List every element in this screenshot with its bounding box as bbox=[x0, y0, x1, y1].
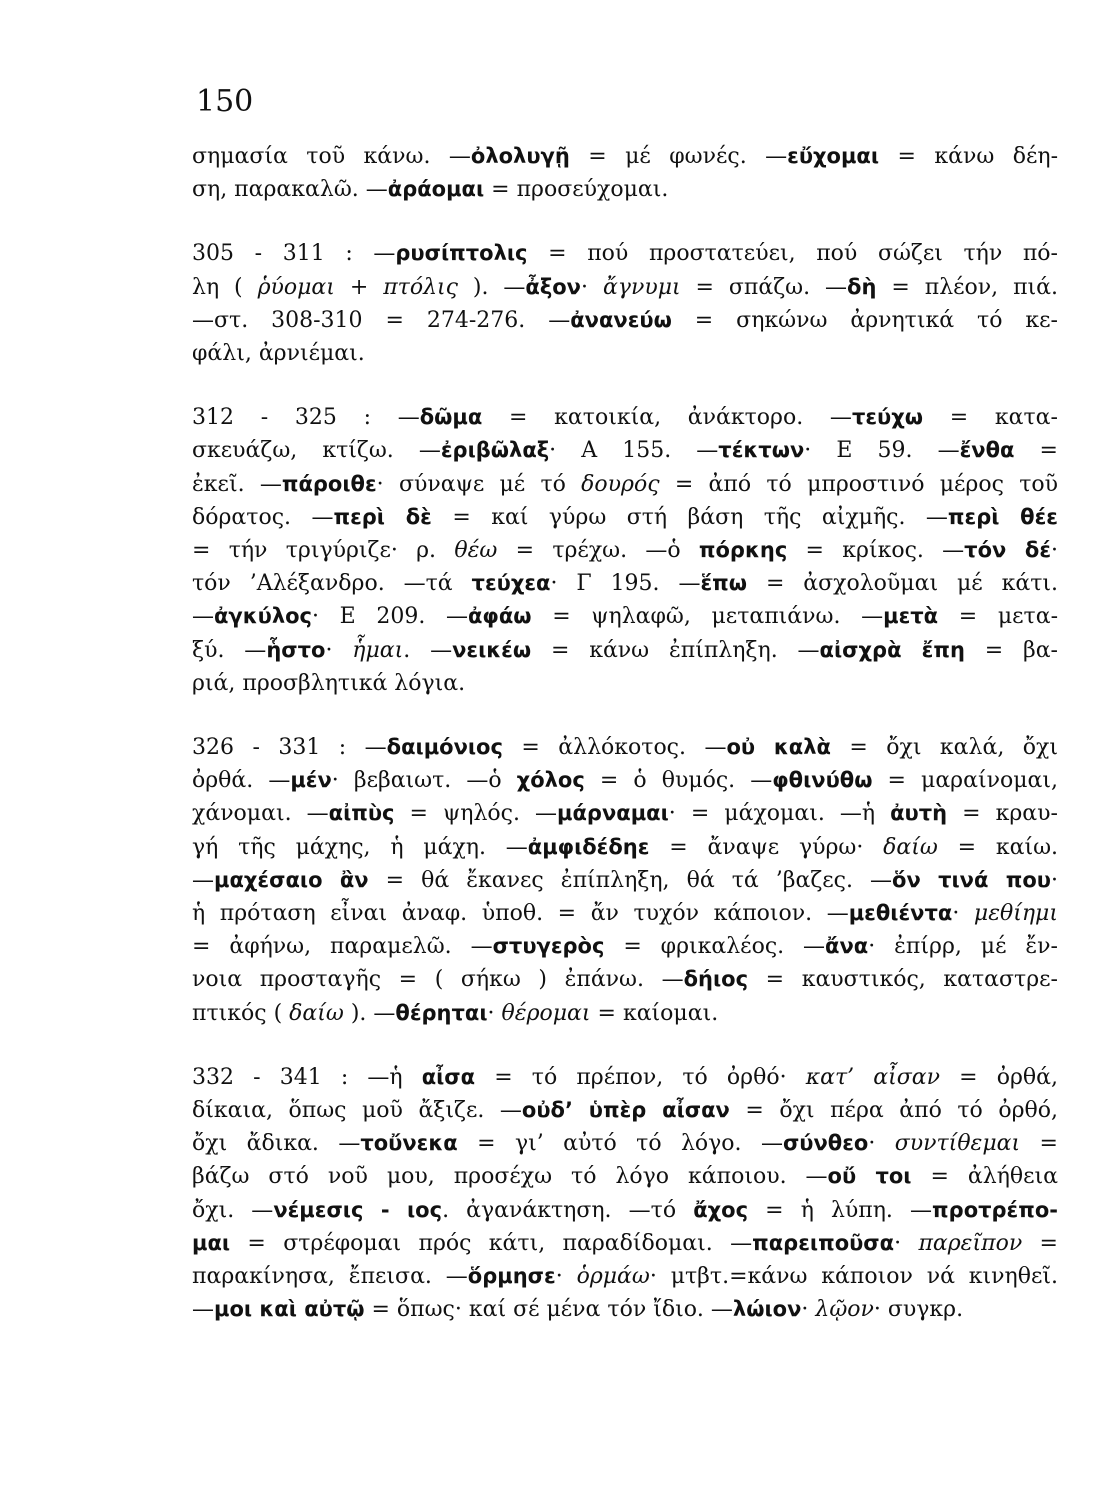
gloss-text: = ἄναψε γύρω· bbox=[649, 834, 884, 860]
gloss-text: = τό πρέπον, τό ὀρθό· bbox=[475, 1064, 806, 1090]
headword: δαιμόνιος bbox=[386, 735, 503, 760]
gloss-text: = bbox=[1014, 438, 1058, 464]
gloss-text: σημασία τοῦ κάνω. — bbox=[192, 144, 471, 169]
gloss-text: · bbox=[952, 901, 974, 927]
text-line bbox=[192, 1194, 1058, 1227]
gloss-text: = κατοικία, ἀνάκτορο. — bbox=[482, 405, 852, 431]
gloss-text: = ὁ θυμός. — bbox=[584, 768, 773, 794]
text-line bbox=[192, 634, 1058, 667]
headword: ἀνανεύω bbox=[570, 307, 672, 332]
gloss-text: φάλι, ἀρνιέμαι. bbox=[192, 341, 365, 367]
text-line bbox=[192, 831, 1058, 864]
headword: ἧστο bbox=[266, 637, 326, 662]
gloss-text: = ὄχι καλά, ὄχι bbox=[830, 735, 1058, 761]
headword: φθινύθω bbox=[772, 768, 873, 793]
text-line bbox=[192, 1227, 1058, 1260]
headword: δήιος bbox=[683, 967, 749, 992]
gloss-text: ὀρθά. — bbox=[192, 768, 291, 794]
gloss-text: χάνομαι. — bbox=[192, 801, 329, 827]
gloss-text: · bbox=[894, 1230, 919, 1256]
headword: δῶμα bbox=[419, 405, 483, 430]
gloss-text: = κατα- bbox=[923, 405, 1058, 431]
gloss-text: = μέ φωνές. — bbox=[569, 144, 788, 169]
gloss-text: = bbox=[1020, 1131, 1058, 1157]
headword: ἆξον bbox=[525, 274, 581, 299]
headword: σύνθεο bbox=[782, 1131, 869, 1156]
gloss-text: = βα- bbox=[964, 637, 1058, 663]
paragraph bbox=[192, 731, 1058, 1030]
headword: λώιον bbox=[732, 1297, 802, 1322]
gloss-text: ). — bbox=[457, 274, 526, 300]
italic-term: λῷον bbox=[815, 1297, 874, 1323]
text-line bbox=[192, 1094, 1058, 1127]
gloss-text: 312 - 325 : — bbox=[192, 405, 420, 431]
paragraph bbox=[192, 140, 1058, 206]
text-line bbox=[192, 1260, 1058, 1293]
headword: ἄχος bbox=[693, 1197, 749, 1222]
gloss-text: = ἀσχολοῦμαι μέ κάτι. bbox=[747, 571, 1058, 597]
text-line bbox=[192, 1160, 1058, 1193]
headword: δὴ bbox=[847, 274, 877, 299]
gloss-text: = ἀφήνω, παραμελῶ. — bbox=[192, 934, 493, 960]
paragraph bbox=[192, 1061, 1058, 1327]
italic-term: ἧμαι bbox=[352, 637, 404, 663]
gloss-text: = κρίκος. — bbox=[787, 538, 965, 564]
gloss-text: · Γ 195. — bbox=[550, 571, 701, 597]
text-line bbox=[192, 764, 1058, 797]
gloss-text: · = μάχομαι. —ἡ bbox=[668, 801, 891, 827]
gloss-text: 332 - 341 : —ἡ bbox=[192, 1064, 422, 1090]
gloss-text: 326 - 331 : — bbox=[192, 735, 387, 761]
gloss-text: · βεβαιωτ. —ὁ bbox=[331, 768, 517, 794]
gloss-text: ). — bbox=[343, 1000, 396, 1026]
text-line bbox=[192, 1293, 1058, 1326]
gloss-text: . ἀγανάκτηση. —τό bbox=[442, 1197, 694, 1223]
headword: στυγερὸς bbox=[492, 934, 605, 959]
gloss-text: = ὄχι πέρα ἀπό τό ὀρθό, bbox=[729, 1098, 1058, 1124]
gloss-text: παρακίνησα, ἔπεισα. — bbox=[192, 1264, 468, 1290]
headword: παρειποῦσα bbox=[752, 1230, 895, 1255]
headword: τεύχεα bbox=[471, 571, 551, 596]
gloss-text: · Α 155. — bbox=[549, 438, 719, 464]
gloss-text: = καί γύρω στή βάση τῆς αἰχμῆς. — bbox=[431, 504, 948, 530]
gloss-text: = τρέχω. —ὁ bbox=[497, 538, 699, 564]
text-line bbox=[192, 173, 1058, 206]
gloss-text: δίκαια, ὅπως μοῦ ἄξιζε. — bbox=[192, 1098, 522, 1124]
gloss-text: ἐκεῖ. — bbox=[192, 471, 282, 497]
italic-term: συντίθεμαι bbox=[894, 1131, 1021, 1157]
gloss-text: = στρέφομαι πρός κάτι, παραδίδομαι. — bbox=[230, 1230, 753, 1256]
gloss-text: · Ε 209. — bbox=[312, 604, 468, 630]
headword: ἕπω bbox=[700, 571, 748, 596]
headword: προτρέπο- bbox=[932, 1197, 1058, 1222]
gloss-text: = σηκώνω ἀρνητικά τό κε- bbox=[671, 307, 1058, 333]
page-number: 150 bbox=[196, 84, 254, 119]
gloss-text: · συγκρ. bbox=[873, 1297, 964, 1323]
gloss-text: = καυστικός, καταστρε- bbox=[748, 967, 1058, 993]
gloss-text: = προσεύχομαι. bbox=[484, 177, 669, 203]
gloss-text: = πού προστατεύει, πού σώζει τήν πό- bbox=[527, 241, 1058, 267]
gloss-text: · ἐπίρρ, μέ ἔν- bbox=[868, 934, 1058, 960]
headword: ὅρμησε bbox=[467, 1264, 556, 1289]
headword: οὐδ’ ὑπὲρ αἶσαν bbox=[521, 1098, 730, 1123]
headword: πόρκης bbox=[698, 538, 788, 563]
italic-term: θέω bbox=[454, 538, 498, 564]
gloss-text: = κάνω δέη- bbox=[879, 144, 1059, 169]
gloss-text: ση, παρακαλῶ. — bbox=[192, 177, 388, 203]
paragraph bbox=[192, 237, 1058, 370]
gloss-text: = ὅπως· καί σέ μένα τόν ἴδιο. — bbox=[364, 1297, 733, 1323]
headword: μάρναμαι bbox=[557, 801, 669, 826]
headword: μαχέσαιο ἂν bbox=[214, 867, 369, 892]
text-line bbox=[192, 897, 1058, 930]
text-line bbox=[192, 534, 1058, 567]
headword: τεύχω bbox=[851, 405, 924, 430]
headword: ἀφάω bbox=[468, 604, 532, 629]
headword: αἰσχρὰ ἔπη bbox=[819, 637, 965, 662]
headword: μοι καὶ αὐτῷ bbox=[214, 1297, 365, 1322]
gloss-text: ὄχι. — bbox=[192, 1197, 274, 1223]
gloss-text: = τήν τριγύριζε· ρ. bbox=[192, 538, 455, 564]
gloss-text: γή τῆς μάχης, ἡ μάχη. — bbox=[192, 834, 528, 860]
headword: χόλος bbox=[516, 768, 585, 793]
gloss-text: = καίομαι. bbox=[590, 1000, 719, 1026]
headword: περὶ δὲ bbox=[333, 504, 432, 529]
headword: ἀράομαι bbox=[387, 177, 485, 202]
text-line bbox=[192, 963, 1058, 996]
gloss-text: δόρατος. — bbox=[192, 504, 334, 530]
text-line bbox=[192, 731, 1058, 764]
gloss-text: · bbox=[581, 274, 603, 300]
text-line bbox=[192, 271, 1058, 304]
italic-term: παρεῖπον bbox=[918, 1230, 1023, 1256]
gloss-text: ἡ πρόταση εἶναι ἀναφ. ὑποθ. = ἄν τυχόν κάποιον. — bbox=[192, 901, 849, 927]
gloss-text: = πλέον, πιά. bbox=[876, 274, 1059, 300]
text-line bbox=[192, 501, 1058, 534]
headword: ἐριβῶλαξ bbox=[440, 438, 550, 463]
headword: περὶ θέε bbox=[947, 504, 1058, 529]
italic-term: δουρός bbox=[581, 471, 660, 497]
headword: ἔνθα bbox=[959, 438, 1015, 463]
gloss-text: = θά ἔκανες ἐπίπληξη, θά τά ’βαζες. — bbox=[368, 867, 893, 893]
gloss-text: τόν ’Αλέξανδρο. —τά bbox=[192, 571, 472, 597]
gloss-text: — bbox=[192, 1297, 214, 1323]
gloss-text: = ψηλός. — bbox=[394, 801, 558, 827]
gloss-text: βάζω στό νοῦ μου, προσέχω τό λόγο κάποιου. — bbox=[192, 1164, 828, 1190]
headword: ἀμφιδέδηε bbox=[527, 834, 650, 859]
gloss-text: = γι’ αὐτό τό λόγο. — bbox=[457, 1131, 783, 1157]
paragraph bbox=[192, 401, 1058, 700]
gloss-text: 305 - 311 : — bbox=[192, 241, 396, 267]
italic-term: θέρομαι bbox=[501, 1000, 591, 1026]
gloss-text: = ψηλαφῶ, μεταπιάνω. — bbox=[531, 604, 884, 630]
gloss-text: · μτβτ.=κάνω κάποιον νά κινηθεῖ. bbox=[649, 1264, 1058, 1290]
headword: ρυσίπτολις bbox=[395, 241, 528, 266]
text-line bbox=[192, 1127, 1058, 1160]
headword: μέν bbox=[290, 768, 332, 793]
gloss-text: = ἀπό τό μπροστινό μέρος τοῦ bbox=[659, 471, 1058, 497]
text-line bbox=[192, 401, 1058, 434]
gloss-text: = κραυ- bbox=[947, 801, 1058, 827]
gloss-text: λη ( bbox=[192, 274, 258, 300]
gloss-text: . — bbox=[403, 637, 453, 663]
gloss-text: = σπάζω. — bbox=[680, 274, 848, 300]
text-line bbox=[192, 797, 1058, 830]
gloss-text: = ὀρθά, bbox=[940, 1064, 1059, 1090]
headword: ὀλολυγῇ bbox=[470, 144, 570, 168]
headword: ἀγκύλος bbox=[214, 604, 312, 629]
headword: αἰπὺς bbox=[328, 801, 395, 826]
gloss-text: = ἀλήθεια bbox=[911, 1164, 1058, 1190]
italic-term: μεθίημι bbox=[973, 901, 1058, 927]
body-text bbox=[192, 140, 1058, 1358]
text-line bbox=[192, 337, 1058, 370]
headword: τέκτων bbox=[718, 438, 805, 463]
text-line bbox=[192, 434, 1058, 467]
gloss-text: = φρικαλέος. — bbox=[604, 934, 826, 960]
italic-term: ἄγνυμι bbox=[602, 274, 681, 300]
headword: θέρηται bbox=[395, 1000, 488, 1025]
text-line bbox=[192, 600, 1058, 633]
headword: ἀυτὴ bbox=[890, 801, 948, 826]
headword: πάροιθε bbox=[281, 471, 377, 496]
italic-term: κατ’ αἶσαν bbox=[805, 1064, 941, 1090]
gloss-text: —στ. 308-310 = 274-276. — bbox=[192, 307, 571, 333]
gloss-text: · Ε 59. — bbox=[804, 438, 960, 464]
headword: νέμεσις - ιος bbox=[273, 1197, 443, 1222]
gloss-text: ξύ. — bbox=[192, 637, 267, 663]
headword: μεθιέντα bbox=[848, 901, 953, 926]
gloss-text: — bbox=[192, 604, 214, 630]
headword: ἄνα bbox=[825, 934, 869, 959]
gloss-text: = μαραίνομαι, bbox=[872, 768, 1058, 794]
gloss-text: ὄχι ἄδικα. — bbox=[192, 1131, 361, 1157]
text-line bbox=[192, 930, 1058, 963]
italic-term: ῥύομαι + πτόλις bbox=[257, 274, 458, 300]
headword: οὐ καλὰ bbox=[726, 735, 831, 760]
gloss-text: = bbox=[1022, 1230, 1058, 1256]
italic-term: δαίω bbox=[883, 834, 938, 860]
headword: εὔχομαι bbox=[787, 144, 880, 168]
text-line bbox=[192, 468, 1058, 501]
headword: μαι bbox=[192, 1230, 231, 1255]
gloss-text: σκευάζω, κτίζω. — bbox=[192, 438, 441, 464]
text-line bbox=[192, 1061, 1058, 1094]
gloss-text: = καίω. bbox=[937, 834, 1058, 860]
headword: ὅν τινά που bbox=[892, 867, 1051, 892]
text-line bbox=[192, 997, 1058, 1030]
gloss-text: · bbox=[325, 637, 353, 663]
gloss-text: · bbox=[801, 1297, 816, 1323]
gloss-text: · bbox=[1051, 538, 1059, 564]
headword: οὔ τοι bbox=[827, 1164, 912, 1189]
gloss-text: · bbox=[555, 1264, 577, 1290]
text-line bbox=[192, 140, 1058, 173]
text-line bbox=[192, 667, 1058, 700]
headword: νεικέω bbox=[452, 637, 532, 662]
gloss-text: νοια προσταγῆς = ( σήκω ) ἐπάνω. — bbox=[192, 967, 684, 993]
gloss-text: = μετα- bbox=[938, 604, 1058, 630]
headword: τοὔνεκα bbox=[360, 1131, 458, 1156]
text-line bbox=[192, 864, 1058, 897]
gloss-text: πτικός ( bbox=[192, 1000, 290, 1026]
gloss-text: · bbox=[868, 1131, 895, 1157]
gloss-text: — bbox=[192, 867, 214, 893]
gloss-text: · bbox=[1051, 867, 1058, 893]
gloss-text: = ἡ λύπη. — bbox=[748, 1197, 933, 1223]
gloss-text: = κάνω ἐπίπληξη. — bbox=[531, 637, 820, 663]
gloss-text: · σύναψε μέ τό bbox=[376, 471, 582, 497]
gloss-text: = ἀλλόκοτος. — bbox=[502, 735, 727, 761]
italic-term: δαίω bbox=[289, 1000, 344, 1026]
headword: τόν δέ bbox=[964, 538, 1052, 563]
gloss-text: · bbox=[487, 1000, 502, 1026]
headword: αἶσα bbox=[421, 1064, 476, 1089]
text-line bbox=[192, 567, 1058, 600]
text-line bbox=[192, 237, 1058, 270]
text-line bbox=[192, 304, 1058, 337]
italic-term: ὁρμάω bbox=[576, 1264, 650, 1290]
gloss-text: ριά, προσβλητικά λόγια. bbox=[192, 670, 466, 696]
headword: μετὰ bbox=[883, 604, 939, 629]
